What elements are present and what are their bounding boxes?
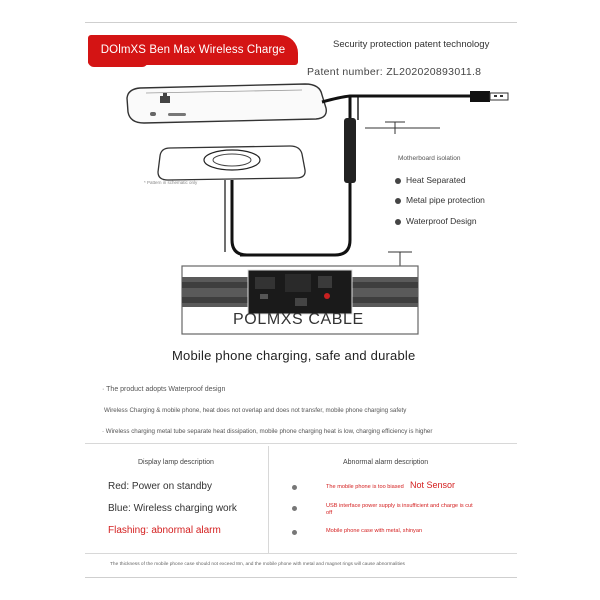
description-line: · Wireless charging metal tube separate heat dissipation, mobile phone charging heat is low, charging efficiency is higher xyxy=(102,428,433,435)
metal-pipe-label: Metal pipe protection xyxy=(406,195,485,205)
lamp-section-title: Display lamp description xyxy=(138,459,214,466)
alarm-section-title: Abnormal alarm description xyxy=(343,459,429,466)
lamp-item-blue: Blue: Wireless charging work xyxy=(108,503,237,514)
metal-pipe-callout xyxy=(395,195,485,205)
bullet-icon xyxy=(395,178,401,184)
patent-number: Patent number: ZL202020893011.8 xyxy=(307,66,482,78)
column-divider xyxy=(268,446,269,554)
security-title: Security protection patent technology xyxy=(333,39,490,50)
lamp-item-flashing: Flashing: abnormal alarm xyxy=(108,525,221,536)
phone-illustration xyxy=(127,84,326,123)
headline: Mobile phone charging, safe and durable xyxy=(172,348,416,363)
heat-separated-label: Heat Separated xyxy=(406,175,466,185)
bullet-icon xyxy=(395,198,401,204)
wireless-pad xyxy=(158,146,305,255)
waterproof-label: Waterproof Design xyxy=(406,216,477,226)
bottom-divider xyxy=(85,577,517,578)
bullet-icon xyxy=(395,219,401,225)
cable-label: POLMXS CABLE xyxy=(233,311,364,328)
section-divider xyxy=(85,443,517,444)
motherboard-isolation-label: Motherboard isolation xyxy=(398,155,461,162)
alarm-item-metal-case: Mobile phone case with metal, shinyan xyxy=(326,528,423,534)
description-line: · The product adopts Waterproof design xyxy=(102,386,226,393)
lamp-item-red: Red: Power on standby xyxy=(108,481,212,492)
section-divider xyxy=(85,553,517,554)
bullet-icon xyxy=(292,506,297,511)
alarm-item-usb: USB interface power supply is insufficient and charge is cut off xyxy=(326,503,473,516)
heat-separated-callout xyxy=(395,175,466,185)
title-banner: DOlmXS Ben Max Wireless Charge xyxy=(88,35,298,65)
isolation-marker xyxy=(365,122,440,266)
not-sensor-label: Not Sensor xyxy=(410,480,456,490)
schematic-note: * Pattern in schematic only xyxy=(144,180,198,185)
bullet-icon xyxy=(292,485,297,490)
bullet-icon xyxy=(292,530,297,535)
footnote: The thickness of the mobile phone case should not exceed 8m, and the mobile phone with metal and magnet rings will cause abnormalities xyxy=(110,562,405,567)
alarm-item-biased: The mobile phone is too biased xyxy=(326,484,404,490)
description-line: Wireless Charging & mobile phone, heat does not overlap and does not transfer, mobile phone charging safety xyxy=(104,407,407,414)
waterproof-callout xyxy=(395,216,477,226)
